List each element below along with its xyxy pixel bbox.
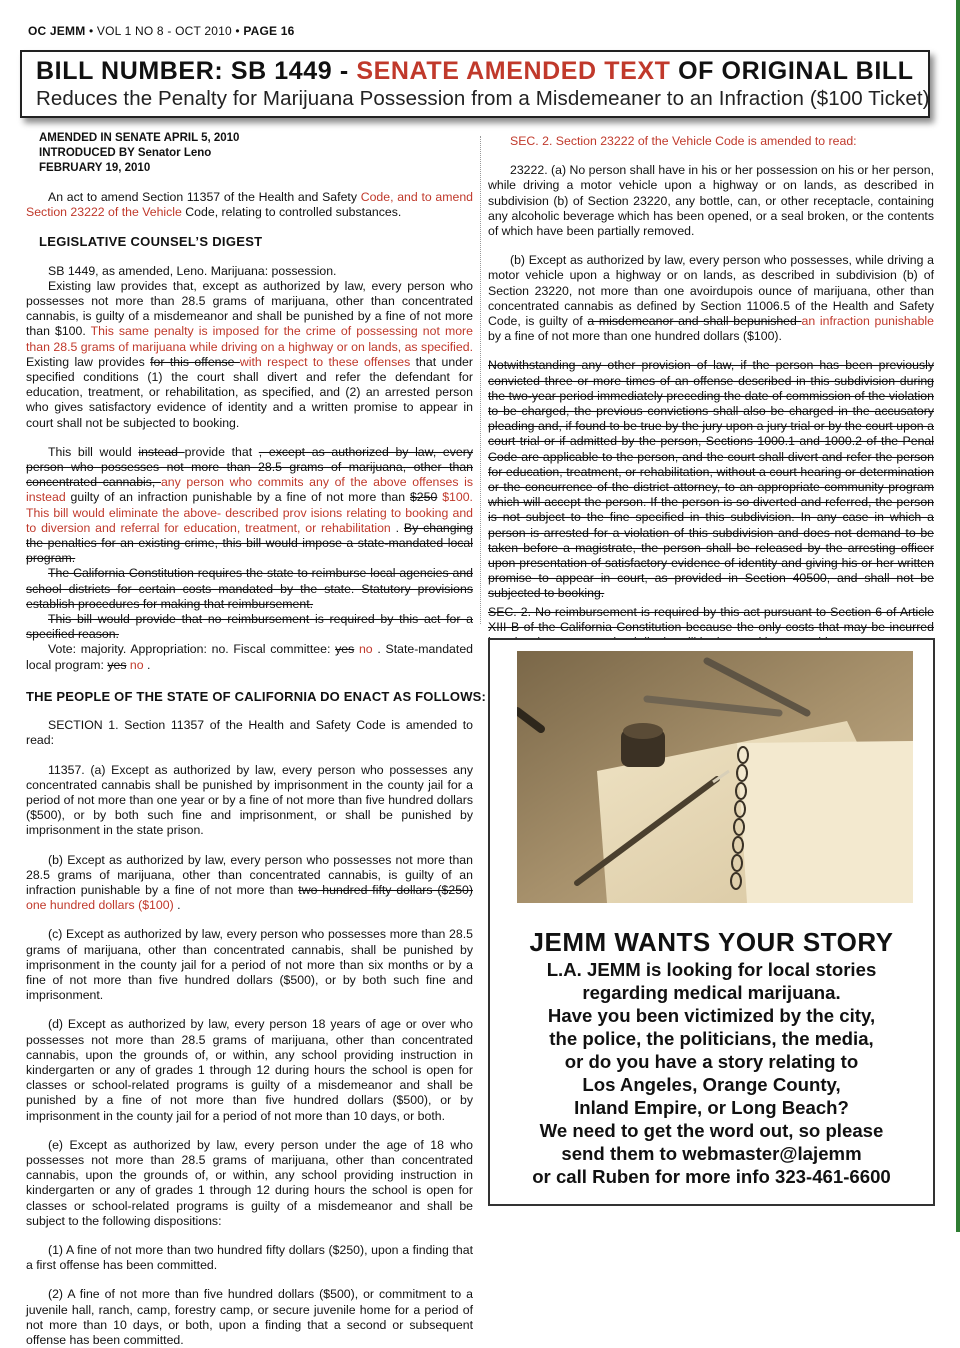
section1-intro: SECTION 1. Section 11357 of the Health and Safety Code is amended to read: <box>26 718 473 748</box>
section1-d: (d) Except as authorized by law, every person 18 years of age or over who possesses not more than 28.5 grams of marijuana, other than concentrated cannabis, upon the grounds of, or within, any school providing instruction in kindergarten or any of grades 1 through 12 during hours the school is open for classes or school-related programs is guilty of a misdemeanor and shall be punished by a fine of not more than five hundred dollars ($500), or by imprisonment in the county jail for a period of not more than 10 days, or both. <box>26 1017 473 1123</box>
separator-dot: • <box>85 24 97 38</box>
promo-line: or do you have a story relating to <box>564 1051 859 1072</box>
title-bill-number: BILL NUMBER: SB 1449 - <box>36 57 357 85</box>
promo-line: We need to get the word out, so please <box>539 1120 884 1141</box>
section2-struck-notwithstanding: Notwithstanding any other provision of law, if the person has been previously convicted three or more times of an offense described in this subdivision during the two-year period immediately preceding the date of commission of the violation to be charged, the previous convictions shall also be charged in the accusatory pleading and, if found to be true by the jury upon a jury trial or by the court upon a court trial or if admitted by the person, Sections 1000.1 and 1000.2 of the Penal Code are applicable to the person, and the court shall divert and refer the person for education, treatment, or rehabilitation, without a court hearing or determination or the concurrence of the district attorney, to an appropriate community program which will accept the person. If the person is so diverted and referred, the person is not subject to the fine specified in this subdivision. In any case in which a person is arrested for a violation of this subdivision and does not demand to be taken before a magistrate, the person shall be released by the arresting officer upon presentation of satisfactory evidence of identity and giving his or her written promise to appear in court, as provided in Section 40500, and shall not be subjected to booking. <box>488 358 934 601</box>
title-amended-text: SENATE AMENDED TEXT <box>356 57 671 85</box>
title-box <box>20 50 930 118</box>
promo-line: or call Ruben for more info 323-461-6600 <box>532 1166 891 1187</box>
left-column <box>26 131 487 1348</box>
section1-e2: (2) A fine of not more than five hundred dollars ($500), or commitment to a juvenile hall, ranch, camp, forestry camp, or secure juvenile home for a period of not more than 10 days, or both, upon a finding that a second or subsequent offense has been committed. <box>26 1287 473 1347</box>
promo-headline: JEMM WANTS YOUR STORY <box>529 927 894 957</box>
separator-dot: • <box>231 24 244 38</box>
promo-line: regarding medical marijuana. <box>582 982 841 1003</box>
introduced-by: INTRODUCED BY Senator Leno <box>39 147 212 159</box>
pen-ink-notebook-photo <box>517 651 913 903</box>
enacting-clause: THE PEOPLE OF THE STATE OF CALIFORNIA DO ENACT AS FOLLOWS: <box>26 688 487 704</box>
promo-line: send them to webmaster@lajemm <box>561 1143 862 1164</box>
section2-a: 23222. (a) No person shall have in his or her possession on his or her person, while driving a motor vehicle upon a highway or on lands, as described in subdivision (b) of Section 23220, any bottle, can, or other receptacle, containing any alcoholic beverage which has been opened, or a seal broken, or the contents of which have been partially removed. <box>488 163 934 239</box>
publication-name: OC JEMM <box>28 24 86 38</box>
title-original-bill: OF ORIGINAL BILL <box>670 57 914 85</box>
section1-a: 11357. (a) Except as authorized by law, every person who possesses any concentrated cannabis shall be punished by imprisonment in the county jail for a period of not more than one year or by a fine of not more than five hundred dollars ($500), or by both such fine and imprisonment, or shall be punished by imprisonment in the state prison. <box>26 762 473 838</box>
promo-line: Have you been victimized by the city, <box>547 1005 876 1026</box>
digest-no-reimbursement: This bill would provide that no reimbursement is required by this act for a specified reason. <box>26 612 473 642</box>
digest-vote: Vote: majority. Appropriation: no. Fiscal committee: yes no . State-mandated local program: yes no . <box>26 642 473 672</box>
page-number: PAGE 16 <box>243 24 295 38</box>
promo-line: the police, the politicians, the media, <box>549 1028 874 1049</box>
section2-struck-reimbursement: SEC. 2. No reimbursement is required by this act pursuant to Section 6 of Article XIII B of the California Constitution because the only costs that may be incurred <box>488 604 934 634</box>
section1-e: (e) Except as authorized by law, every person under the age of 18 who possesses not more than 28.5 grams of marijuana, other than concentrated cannabis, upon the grounds of, or within, any school providing instruction in kindergarten or any of grades 1 through 12 during hours the school is open for classes or school-related programs is guilty of a misdemeanor and shall be subject to the following dispositions: <box>26 1137 473 1228</box>
page-title <box>36 57 914 86</box>
story-promo-box <box>488 638 935 1206</box>
promo-line: L.A. JEMM is looking for local stories <box>546 959 877 980</box>
amended-date: AMENDED IN SENATE APRIL 5, 2010 <box>39 132 240 144</box>
issue-info: VOL 1 NO 8 - OCT 2010 <box>96 24 232 38</box>
column-divider <box>480 136 481 624</box>
running-head <box>28 24 295 38</box>
act-title: An act to amend Section 11357 of the Health and Safety Code, and to amend Section 23222 of the Vehicle Code, relating to controlled substances. <box>26 190 474 220</box>
promo-line: Los Angeles, Orange County, <box>582 1074 841 1095</box>
section1-c: (c) Except as authorized by law, every person who possesses more than 28.5 grams of marijuana, other than concentrated cannabis, shall be punished by imprisonment in the county jail for a period of not more than six months or by a fine of not more than five hundred dollars ($500), or by both such fine and imprisonment. <box>26 927 473 1003</box>
digest-reimbursement: The California Constitution requires the state to reimburse local agencies and school districts for certain costs mandated by the state. Statutory provisions establish procedures for making that reimbursement. <box>26 566 473 611</box>
promo-line: Inland Empire, or Long Beach? <box>574 1097 849 1118</box>
section2-heading: SEC. 2. Section 23222 of the Vehicle Code is amended to read: <box>510 134 857 148</box>
introduced-date: FEBRUARY 19, 2010 <box>39 162 151 174</box>
page-edge-stripe <box>956 0 960 1232</box>
digest-bill-provisions: This bill would instead provide that , except as authorized by law, every person who possesses not more than 28.5 grams of marijuana, other than concentrated cannabis, any person who commits any of the above offenses is instead guilty of an infraction punishable by a fine of not more than $250 $100. This bill would eliminate the above- described prov isions relating to booking and to diversion and referral for education, treatment, or rehabilitation . By changing the penalties for an existing crime, this bill would impose a state-mandated local program. <box>26 444 473 566</box>
promo-body <box>490 958 933 1188</box>
section2-b: (b) Except as authorized by law, every person who possesses, while driving a motor vehicle upon a highway or on lands, as described in subdivision (b) of Section 23220, not more than one avoirdupois ounce of marijuana, other than concentrated cannabis as defined by Section 11006.5 of the Health and Safety Code, is guilty of a misdemeanor and shall bepunished an infraction punishable by a fine of not more than one hundred dollars ($100). <box>488 253 934 344</box>
page-subtitle: Reduces the Penalty for Marijuana Possession from a Misdemeaner to an Infraction ($100 Ticket) <box>36 87 930 110</box>
bill-meta <box>26 131 473 176</box>
section1-b: (b) Except as authorized by law, every person who possesses not more than 28.5 grams of marijuana, other than concentrated cannabis, is guilty of an infraction punishable by a fine of not more than two hundred fifty dollars ($250) one hundred dollars ($100) . <box>26 852 473 913</box>
right-column <box>488 134 934 711</box>
digest-existing-law: Existing law provides that, except as authorized by law, every person who possesses not more than 28.5 grams of marijuana, other than concentrated cannabis, is guilty of a misdemeanor and shall be punished by a fine of not more than $100. This same penalty is imposed for the crime of possessing not more than 28.5 grams of marijuana while driving on a highway or on lands, as specified. Existing law provides for this offense with respect to these offenses that under specified conditions (1) the court shall divert and refer the defendant for education, treatment, or rehabilitation, as specified, and (2) an arrested person who gives satisfactory evidence of identity and a written promise to appear in court shall not be subjected to booking. <box>26 278 473 430</box>
section1-e1: (1) A fine of not more than two hundred fifty dollars ($250), upon a finding that a first offense has been committed. <box>26 1242 473 1273</box>
digest-summary: SB 1449, as amended, Leno. Marijuana: possession. <box>48 263 337 278</box>
digest-heading: LEGISLATIVE COUNSEL’S DIGEST <box>39 234 263 250</box>
